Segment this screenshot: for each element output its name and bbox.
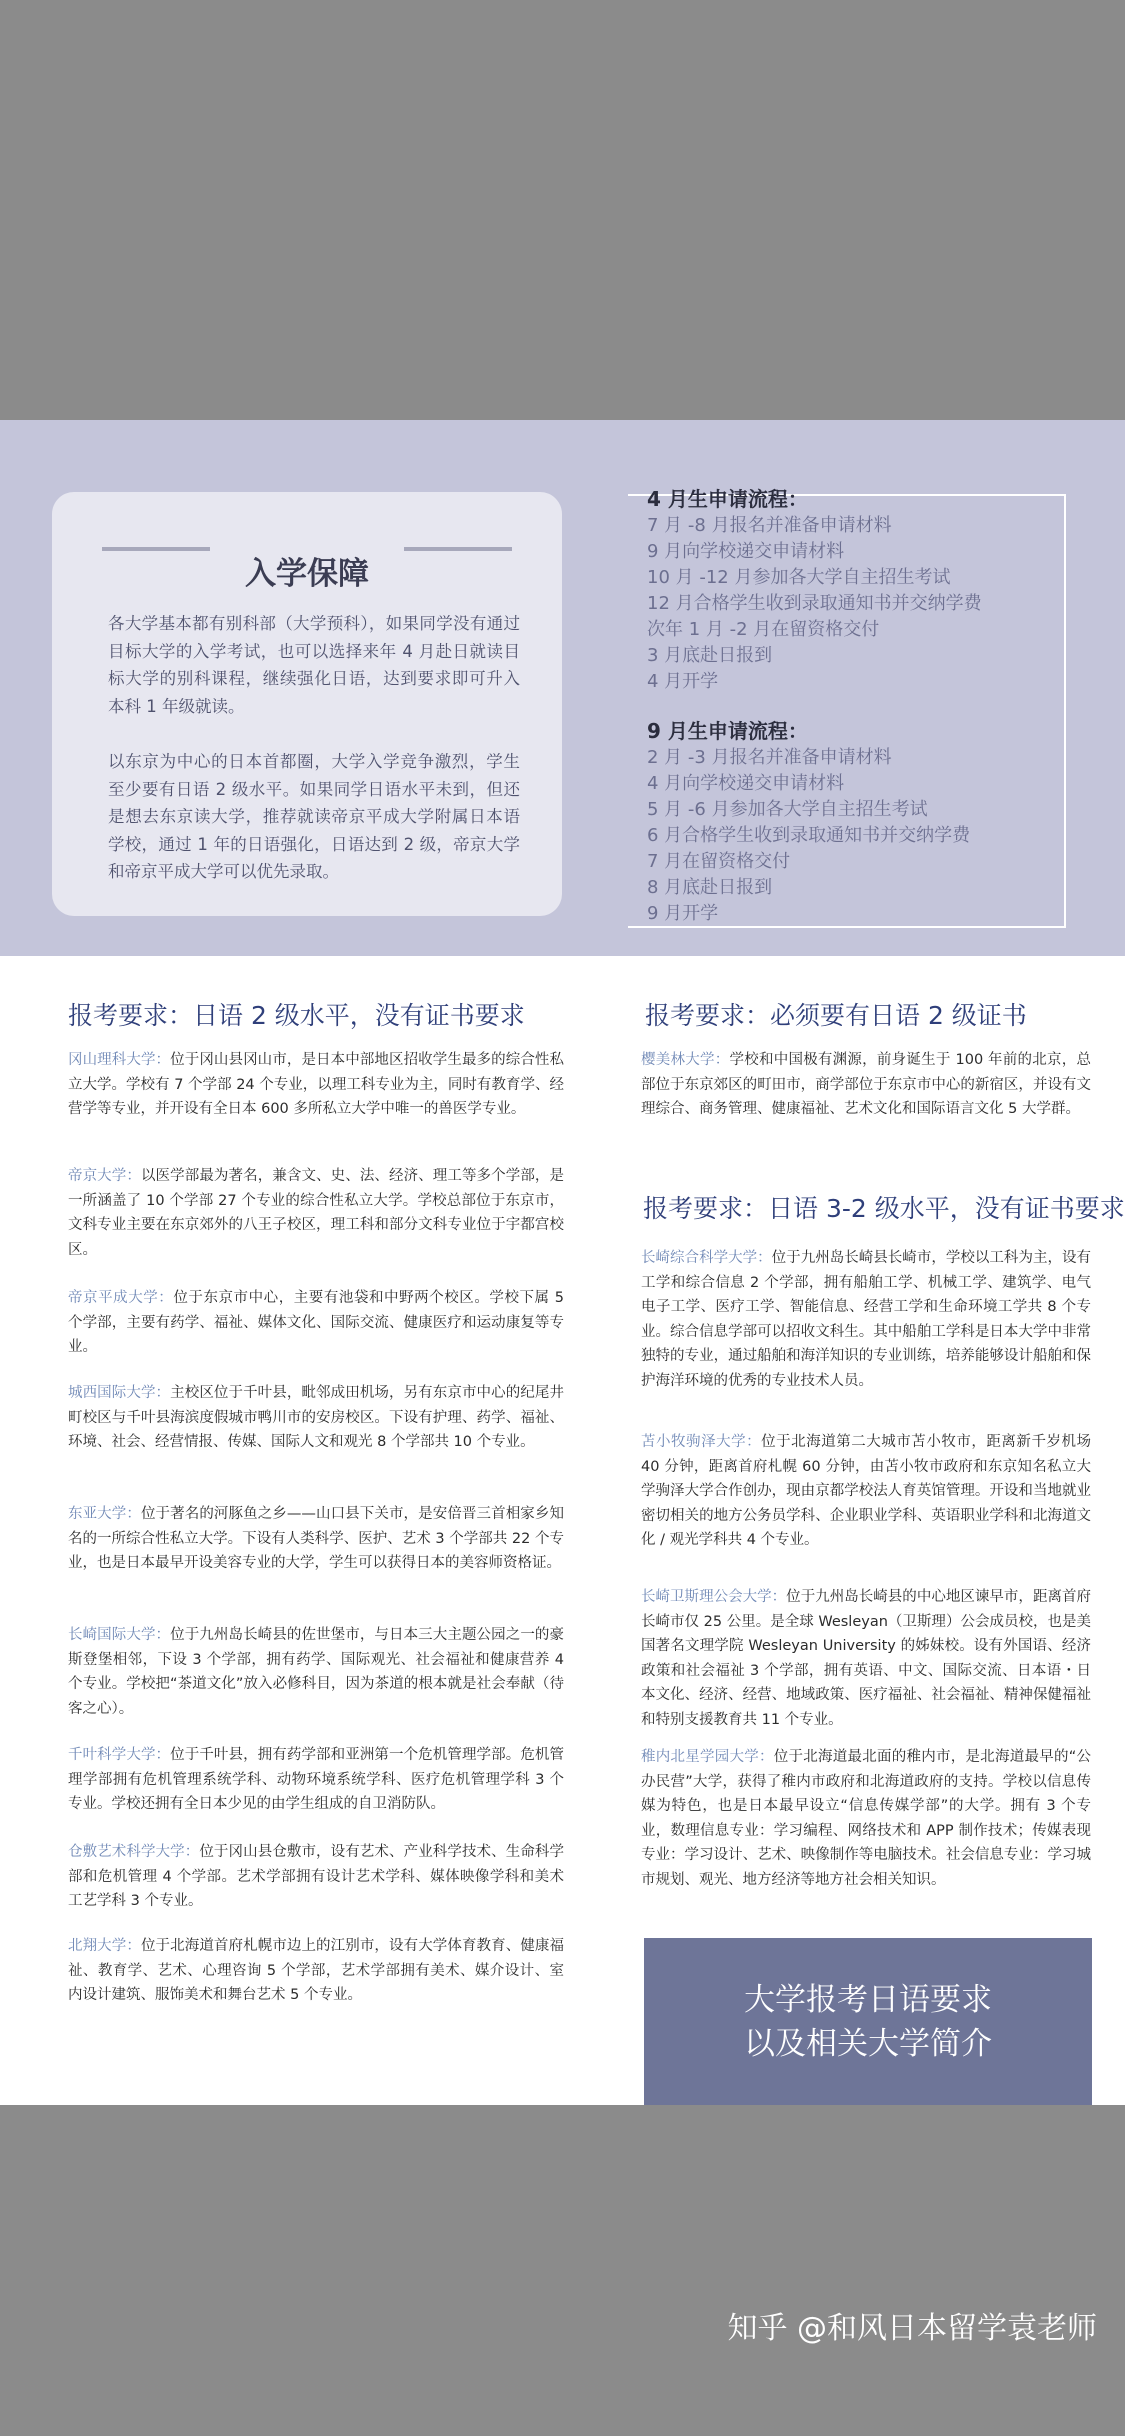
university-description: 位于著名的河豚鱼之乡——山口县下关市，是安倍晋三首相家乡知名的一所综合性私立大学。下设有人类科学、医护、艺术 3 个学部共 22 个专业，也是日本最早开设美容专业的大学，学生可以获得日本的美容师资格证。 — [68, 1506, 564, 1571]
process-step: 9 月开学 — [647, 903, 719, 924]
process-step: 次年 1 月 -2 月在留资格交付 — [647, 619, 880, 640]
university-description: 位于冈山县仓敷市，设有艺术、产业科学技术、生命科学部和危机管理 4 个学部。艺术学部拥有设计艺术学科、媒体映像学科和美术工艺学科 3 个专业。 — [68, 1844, 565, 1909]
september-process-heading: 9 月生申请流程： — [647, 719, 808, 743]
guarantee-title-row — [102, 528, 512, 592]
process-step: 7 月 -8 月报名并准备申请材料 — [647, 515, 892, 536]
brochure-page — [0, 420, 1125, 2105]
university-description: 位于北海道首府札幌市边上的江别市，设有大学体育教育、健康福祉、教育学、艺术、心理咨询 5 个学部，艺术学部拥有美术、媒介设计、室内设计建筑、服饰美术和舞台艺术 5 个专业。 — [68, 1938, 565, 2003]
process-step: 7 月在留资格交付 — [647, 851, 791, 872]
guarantee-paragraph-2: 以东京为中心的日本首都圈，大学入学竞争激烈，学生至少要有日语 2 级水平。如果同学日语水平未到，但还是想去东京读大学，推荐就读帝京平成大学附属日本语学校，通过 1 年的日语强化，日语达到 2 级，帝京大学和帝京平成大学可以优先录取。 — [108, 752, 520, 881]
university-entry — [68, 1502, 564, 1576]
university-entry — [641, 1246, 1091, 1393]
guarantee-paragraph-1: 各大学基本都有别科部（大学预科），如果同学没有通过目标大学的入学考试，也可以选择来年 4 月赴日就读目标大学的别科课程，继续强化日语，达到要求即可升入本科 1 年级就读。 — [108, 614, 520, 716]
title-banner — [644, 1938, 1092, 2105]
process-step: 9 月向学校递交申请材料 — [647, 541, 845, 562]
university-name: 仓敷艺术科学大学： — [68, 1844, 200, 1860]
process-step: 3 月底赴日报到 — [647, 645, 773, 666]
university-name: 苫小牧驹泽大学： — [641, 1434, 762, 1450]
university-name: 帝京大学： — [68, 1168, 141, 1184]
university-name: 长崎国际大学： — [68, 1627, 171, 1643]
university-name: 长崎卫斯理公会大学： — [641, 1589, 787, 1605]
top-band — [0, 420, 1125, 956]
process-step: 5 月 -6 月参加各大学自主招生考试 — [647, 799, 928, 820]
title-divider-right — [404, 547, 512, 551]
university-entry — [68, 1743, 564, 1817]
title-divider-left — [102, 547, 210, 551]
university-description: 以医学部最为著名，兼含文、史、法、经济、理工等多个学部，是一所涵盖了 10 个学部 27 个专业的综合性私立大学。学校总部位于东京市，文科专业主要在东京郊外的八王子校区，理工科和部分文科专业位于宇都宫校区。 — [68, 1168, 565, 1258]
university-entry — [68, 1840, 564, 1914]
university-entry — [641, 1585, 1091, 1732]
university-name: 帝京平成大学： — [68, 1290, 174, 1306]
admission-guarantee-card — [52, 492, 562, 916]
april-process-steps — [647, 513, 1067, 695]
university-description: 位于东京市中心，主要有池袋和中野两个校区。学校下属 5 个学部，主要有药学、福祉、媒体文化、国际交流、健康医疗和运动康复等专业。 — [68, 1290, 564, 1355]
university-entry — [68, 1381, 564, 1455]
university-description: 位于北海道最北面的稚内市，是北海道最早的“公办民营”大学，获得了稚内市政府和北海道政府的支持。学校以信息传媒为特色，也是日本最早设立“信息传媒学部”的大学。拥有 3 个专业，数理信息专业：学习编程、网络技术和 APP 制作技术；传媒表现专业：学习设计、艺术、映像制作等电脑技术。社会信息专业：学习城市规划、观光、地方经济等地方社会相关知识。 — [641, 1749, 1091, 1888]
university-description: 主校区位于千叶县，毗邻成田机场，另有东京市中心的纪尾井町校区与千叶县海滨度假城市鸭川市的安房校区。下设有护理、药学、福祉、环境、社会、经营情报、传媒、国际人文和观光 8 个学部共 10 个专业。 — [68, 1385, 565, 1450]
process-step: 4 月开学 — [647, 671, 719, 692]
april-process-heading: 4 月生申请流程： — [647, 487, 808, 511]
process-step: 4 月向学校递交申请材料 — [647, 773, 845, 794]
right-requirement-heading-1: 报考要求：必须要有日语 2 级证书 — [645, 1001, 1027, 1030]
april-process — [647, 486, 1067, 695]
university-description: 位于九州岛长崎县的中心地区谏早市，距离首府长崎市仅 25 公里。是全球 Wesleyan（卫斯理）公会成员校，也是美国著名文理学院 Wesleyan University 的姊妹校。设有外国语、经济政策和社会福祉 3 个学部，拥有英语、中文、国际交流、日本语・日本文化、经济、经营、地域政策、医疗福祉、社会福祉、精神保健福祉和特别支援教育共 11 个专业。 — [641, 1589, 1092, 1728]
university-description: 位于千叶县，拥有药学部和亚洲第一个危机管理学部。危机管理学部拥有危机管理系统学科、动物环境系统学科、医疗危机管理学科 3 个专业。学校还拥有全日本少见的由学生组成的自卫消防队。 — [68, 1747, 565, 1812]
banner-line-1: 大学报考日语要求 — [744, 1981, 992, 2018]
university-name: 千叶科学大学： — [68, 1747, 171, 1763]
university-name: 冈山理科大学： — [68, 1052, 171, 1068]
university-entry — [641, 1048, 1091, 1122]
university-entry — [641, 1430, 1091, 1553]
watermark: 知乎 @和风日本留学袁老师 — [727, 2311, 1097, 2346]
university-name: 樱美林大学： — [641, 1052, 730, 1068]
university-description: 位于北海道第二大城市苫小牧市，距离新千岁机场 40 分钟，距离首府札幌 60 分钟，由苫小牧市政府和东京知名私立大学驹泽大学合作创办，现由京都学校法人育英馆管理。开设和当地就业密切相关的地方公务员学科、企业职业学科、英语职业学科和北海道文化 / 观光学科共 4 个专业。 — [641, 1434, 1092, 1548]
process-step: 10 月 -12 月参加各大学自主招生考试 — [647, 567, 951, 588]
process-step: 8 月底赴日报到 — [647, 877, 773, 898]
left-requirement-heading: 报考要求：日语 2 级水平，没有证书要求 — [68, 1001, 525, 1030]
university-entry — [641, 1745, 1091, 1892]
university-name: 北翔大学： — [68, 1938, 141, 1954]
university-entry — [68, 1286, 564, 1360]
process-step: 6 月合格学生收到录取通知书并交纳学费 — [647, 825, 971, 846]
university-name: 城西国际大学： — [68, 1385, 171, 1401]
right-requirement-heading-2: 报考要求：日语 3-2 级水平，没有证书要求 — [643, 1194, 1125, 1223]
university-name: 东亚大学： — [68, 1506, 141, 1522]
process-step: 12 月合格学生收到录取通知书并交纳学费 — [647, 593, 982, 614]
september-process — [647, 718, 1067, 927]
university-description: 位于九州岛长崎县的佐世堡市，与日本三大主题公园之一的豪斯登堡相邻，下设 3 个学部，拥有药学、国际观光、社会福祉和健康营养 4 个专业。学校把“茶道文化”放入必修科目，因为茶道的根本就是社会奉献（待客之心）。 — [68, 1627, 565, 1717]
guarantee-title: 入学保障 — [245, 555, 369, 592]
banner-line-2: 以及相关大学简介 — [744, 2025, 992, 2062]
university-description: 位于九州岛长崎县长崎市，学校以工科为主，设有工学和综合信息 2 个学部，拥有船舶工学、机械工学、建筑学、电气电子工学、医疗工学、智能信息、经营工学和生命环境工学共 8 个专业。综合信息学部可以招收文科生。其中船舶工学科是日本大学中非常独特的专业，通过船舶和海洋知识的专业训练，培养能够设计船舶和保护海洋环境的优秀的专业技术人员。 — [641, 1250, 1092, 1389]
university-entry — [68, 1623, 564, 1721]
university-name: 稚内北星学园大学： — [641, 1749, 774, 1765]
university-entry — [68, 1048, 564, 1122]
university-description: 位于冈山县冈山市，是日本中部地区招收学生最多的综合性私立大学。学校有 7 个学部 24 个专业，以理工科专业为主，同时有教育学、经营学等专业，并开设有全日本 600 多所私立大学中唯一的兽医学专业。 — [68, 1052, 565, 1117]
university-entry — [68, 1164, 564, 1262]
university-description: 学校和中国极有渊源，前身诞生于 100 年前的北京，总部位于东京郊区的町田市，商学部位于东京市中心的新宿区，并设有文理综合、商务管理、健康福祉、艺术文化和国际语言文化 5 大学群。 — [641, 1052, 1091, 1117]
university-entry — [68, 1934, 564, 2008]
process-step: 2 月 -3 月报名并准备申请材料 — [647, 747, 892, 768]
university-name: 长崎综合科学大学： — [641, 1250, 772, 1266]
september-process-steps — [647, 745, 1067, 927]
